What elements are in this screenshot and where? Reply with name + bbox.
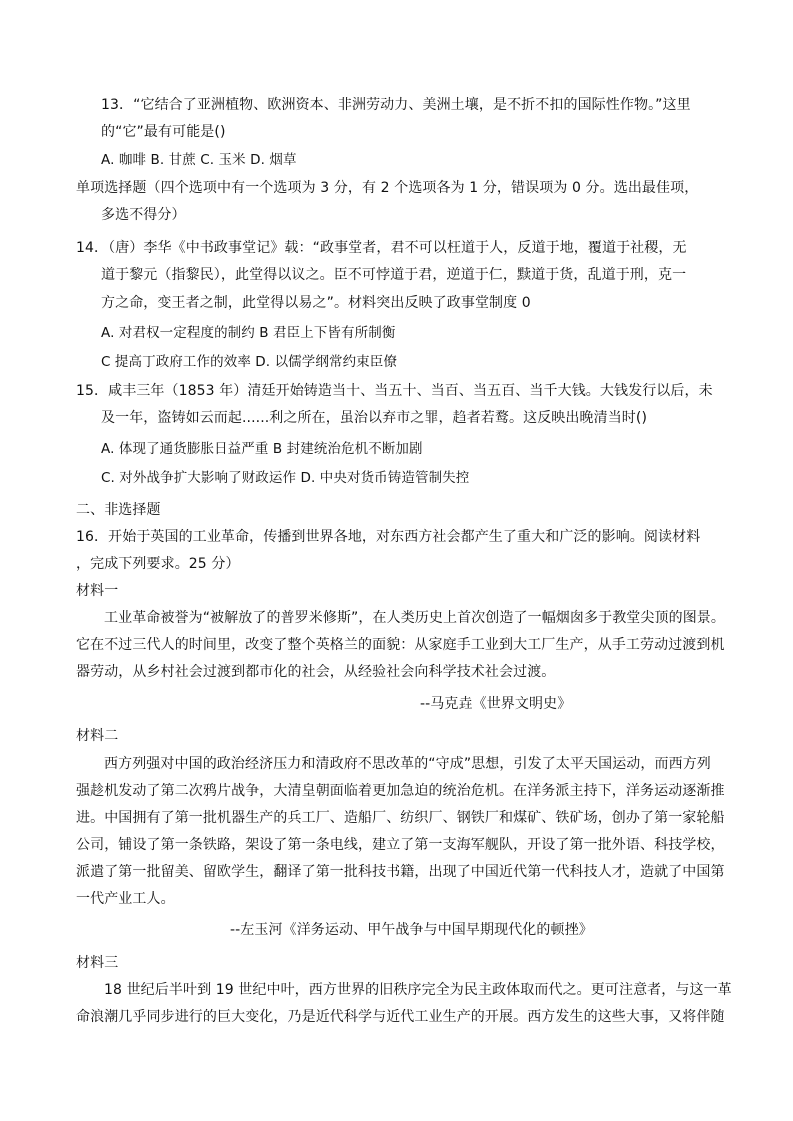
- material3-label: 材料三: [76, 955, 119, 971]
- material2-label: 材料二: [76, 728, 119, 744]
- q15-line1: 15．咸丰三年（1853 年）清廷开始铸造当十、当五十、当百、当五百、当千大钱。大钱发行以后，未: [76, 383, 713, 399]
- q15-line2: 及一年，盗铸如云而起......利之所在，虽治以弃市之罪，趋者若鹜。这反映出晚清当时(): [101, 410, 648, 426]
- material1-line1: 工业革命被誉为“被解放了的普罗米修斯”，在人类历史上首次创造了一幅烟囱多于教堂尖顶的图景。: [104, 610, 726, 626]
- material2-line2: 强趁机发动了第二次鸦片战争，大清皇朝面临着更加急迫的统治危机。在洋务派主持下，洋务运动逐渐推: [76, 783, 725, 799]
- material1-source: --马克垚《世界文明史》: [420, 696, 572, 712]
- material2-line1: 西方列强对中国的政治经济压力和清政府不思改革的“守成”思想，引发了太平天国运动，而西方列: [104, 756, 711, 772]
- material2-source: --左玉河《洋务运动、甲午战争与中国早期现代化的顿挫》: [230, 922, 593, 938]
- q14-line2: 道于黎元（指黎民），此堂得以议之。臣不可悖道于君，逆道于仁，黩道于货，乱道于刑，克一: [101, 267, 687, 283]
- q15-options-row1: A. 体现了通货膨胀日益严重 B 封建统治危机不断加剧: [101, 441, 423, 457]
- q13-line2: 的“它”最有可能是(): [101, 124, 226, 140]
- material2-line4: 公司，铺设了第一条铁路，架设了第一条电线，建立了第一支海军舰队，开设了第一批外语、科技学校，: [76, 837, 725, 853]
- material2-line5: 派遣了第一批留美、留欧学生，翻译了第一批科技书籍，出现了中国近代第一代科技人才，造就了中国第: [76, 864, 725, 880]
- q15-options-row2: C. 对外战争扩大影响了财政运作 D. 中央对货币铸造管制失控: [101, 470, 470, 486]
- material3-line2: 命浪潮几乎同步进行的巨大变化，乃是近代科学与近代工业生产的开展。西方发生的这些大事，又将伴随: [76, 1009, 725, 1025]
- q14-options-row2: C 提高丁政府工作的效率 D. 以儒学纲常约束臣僚: [101, 354, 397, 370]
- q13-line1: 13．“它结合了亚洲植物、欧洲资本、非洲劳动力、美洲土壤，是不折不扣的国际性作物。”这里: [101, 97, 691, 113]
- q16-line2: ，完成下列要求。25 分）: [76, 556, 240, 572]
- q14-options-row1: A. 对君权一定程度的制约 B 君臣上下皆有所制衡: [101, 325, 396, 341]
- material1-label: 材料一: [76, 583, 119, 599]
- material1-line3: 器劳动，从乡村社会过渡到都市化的社会，从经验社会向科学技术社会过渡。: [76, 664, 556, 680]
- q16-line1: 16．开始于英国的工业革命，传播到世界各地，对东西方社会都产生了重大和广泛的影响。阅读材料: [76, 529, 701, 545]
- material3-line1: 18 世纪后半叶到 19 世纪中叶，西方世界的旧秩序完全为民主政体取而代之。更可注意者，与这一革: [104, 982, 732, 998]
- single-choice-instruction-line2: 多选不得分）: [101, 207, 186, 223]
- material1-line2: 它在不过三代人的时间里，改变了整个英格兰的面貌：从家庭手工业到大工厂生产，从手工劳动过渡到机: [76, 637, 725, 653]
- material2-line6: 一代产业工人。: [76, 891, 175, 907]
- q14-line1: 14．（唐）李华《中书政事堂记》载：“政事堂者，君不可以枉道于人，反道于地，覆道于社稷，无: [76, 240, 687, 256]
- q13-options: A. 咖啡 B. 甘蔗 C. 玉米 D. 烟草: [101, 152, 297, 168]
- q14-line3: 方之命，变王者之制，此堂得以易之”。材料突出反映了政事堂制度 0: [101, 295, 531, 311]
- single-choice-instruction-line1: 单项选择题（四个选项中有一个选项为 3 分，有 2 个选项各为 1 分，错误项为 0 分。选出最佳项，: [76, 180, 699, 196]
- non-choice-section-title: 二、非选择题: [76, 502, 161, 518]
- material2-line3: 进。中国拥有了第一批机器生产的兵工厂、造船厂、纺织厂、钢铁厂和煤矿、铁矿场，创办了第一家轮船: [76, 810, 725, 826]
